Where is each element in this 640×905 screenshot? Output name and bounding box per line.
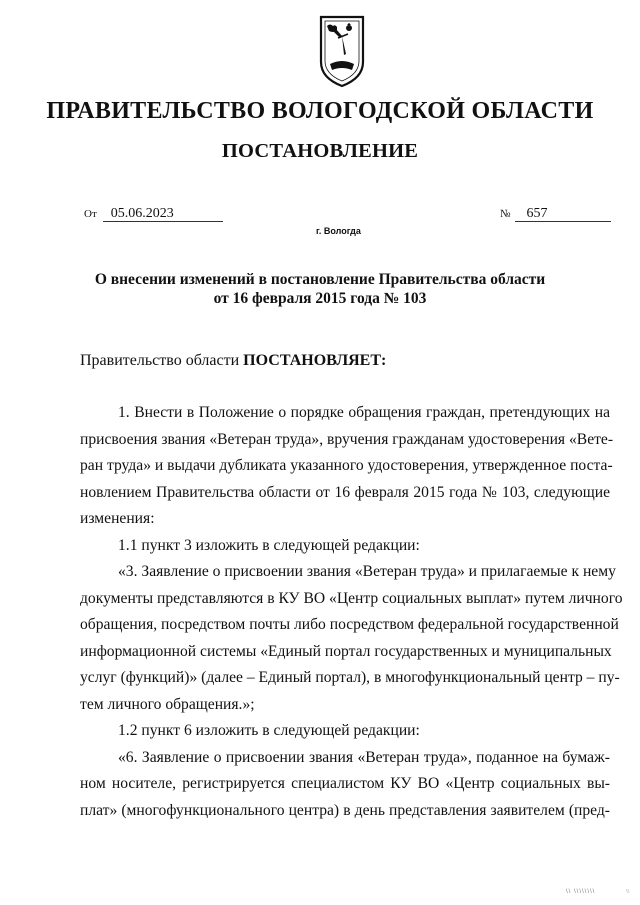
document-type: ПОСТАНОВЛЕНИЕ — [221, 140, 419, 162]
resolve-verb: ПОСТАНОВЛЯЕТ: — [243, 352, 387, 369]
subject-heading — [80, 270, 560, 308]
body-line: ран труда» и выдачи дубликата указанного удостоверения, утвержденное поста- — [80, 457, 613, 474]
body-line: плат» (многофункционального центра) в день представления заявителем (пред- — [80, 801, 610, 819]
city-label: г. Вологда — [316, 226, 361, 236]
body-line: 1.2 пункт 6 изложить в следующей редакции: — [118, 722, 420, 739]
body-line: документы представляются в КУ ВО «Центр социальных выплат» путем личного — [80, 589, 623, 607]
date-prefix: От — [84, 208, 97, 220]
resolve-prefix: Правительство области — [80, 352, 244, 369]
scan-mark: \\ \\\\\\\\ — [566, 889, 596, 895]
resolve-statement — [80, 352, 386, 370]
body-line: обращения, посредством почты либо посредством федеральной государственной — [80, 616, 619, 633]
body-line: информационной системы «Единый портал государственных и муниципальных — [80, 642, 612, 660]
body-line: изменения: — [80, 510, 155, 527]
number-field — [500, 206, 611, 222]
coat-of-arms-icon — [318, 14, 366, 88]
body-line: тем личного обращения.»; — [80, 695, 255, 713]
subject-line: О внесении изменений в постановление Правительства области — [94, 271, 546, 288]
body-line: 1.1 пункт 3 изложить в следующей редакции: — [118, 536, 420, 554]
body-line: «3. Заявление о присвоении звания «Ветеран труда» и прилагаемые к нему — [118, 563, 616, 580]
number-value: 657 — [515, 206, 611, 222]
body-text — [80, 400, 623, 824]
scan-mark: \\ — [626, 889, 630, 895]
body-line: новлением Правительства области от 16 февраля 2015 года № 103, следующие — [80, 483, 610, 501]
body-line: 1. Внести в Положение о порядке обращения граждан, претендующих на — [118, 404, 610, 421]
body-line: ном носителе, регистрируется специалистом КУ ВО «Центр социальных вы- — [80, 775, 610, 792]
subject-line: от 16 февраля 2015 года № 103 — [213, 290, 427, 307]
government-title: ПРАВИТЕЛЬСТВО ВОЛОГОДСКОЙ ОБЛАСТИ — [46, 98, 594, 124]
body-line: «6. Заявление о присвоении звания «Ветеран труда», поданное на бумаж- — [118, 748, 610, 766]
body-line: присвоения звания «Ветеран труда», вручения гражданам удостоверения «Вете- — [80, 430, 614, 448]
number-prefix: № — [500, 208, 511, 220]
body-line: услуг (функций)» (далее – Единый портал), в многофункциональный центр – пу- — [80, 669, 620, 686]
date-field — [84, 206, 223, 222]
date-value: 05.06.2023 — [103, 206, 223, 222]
